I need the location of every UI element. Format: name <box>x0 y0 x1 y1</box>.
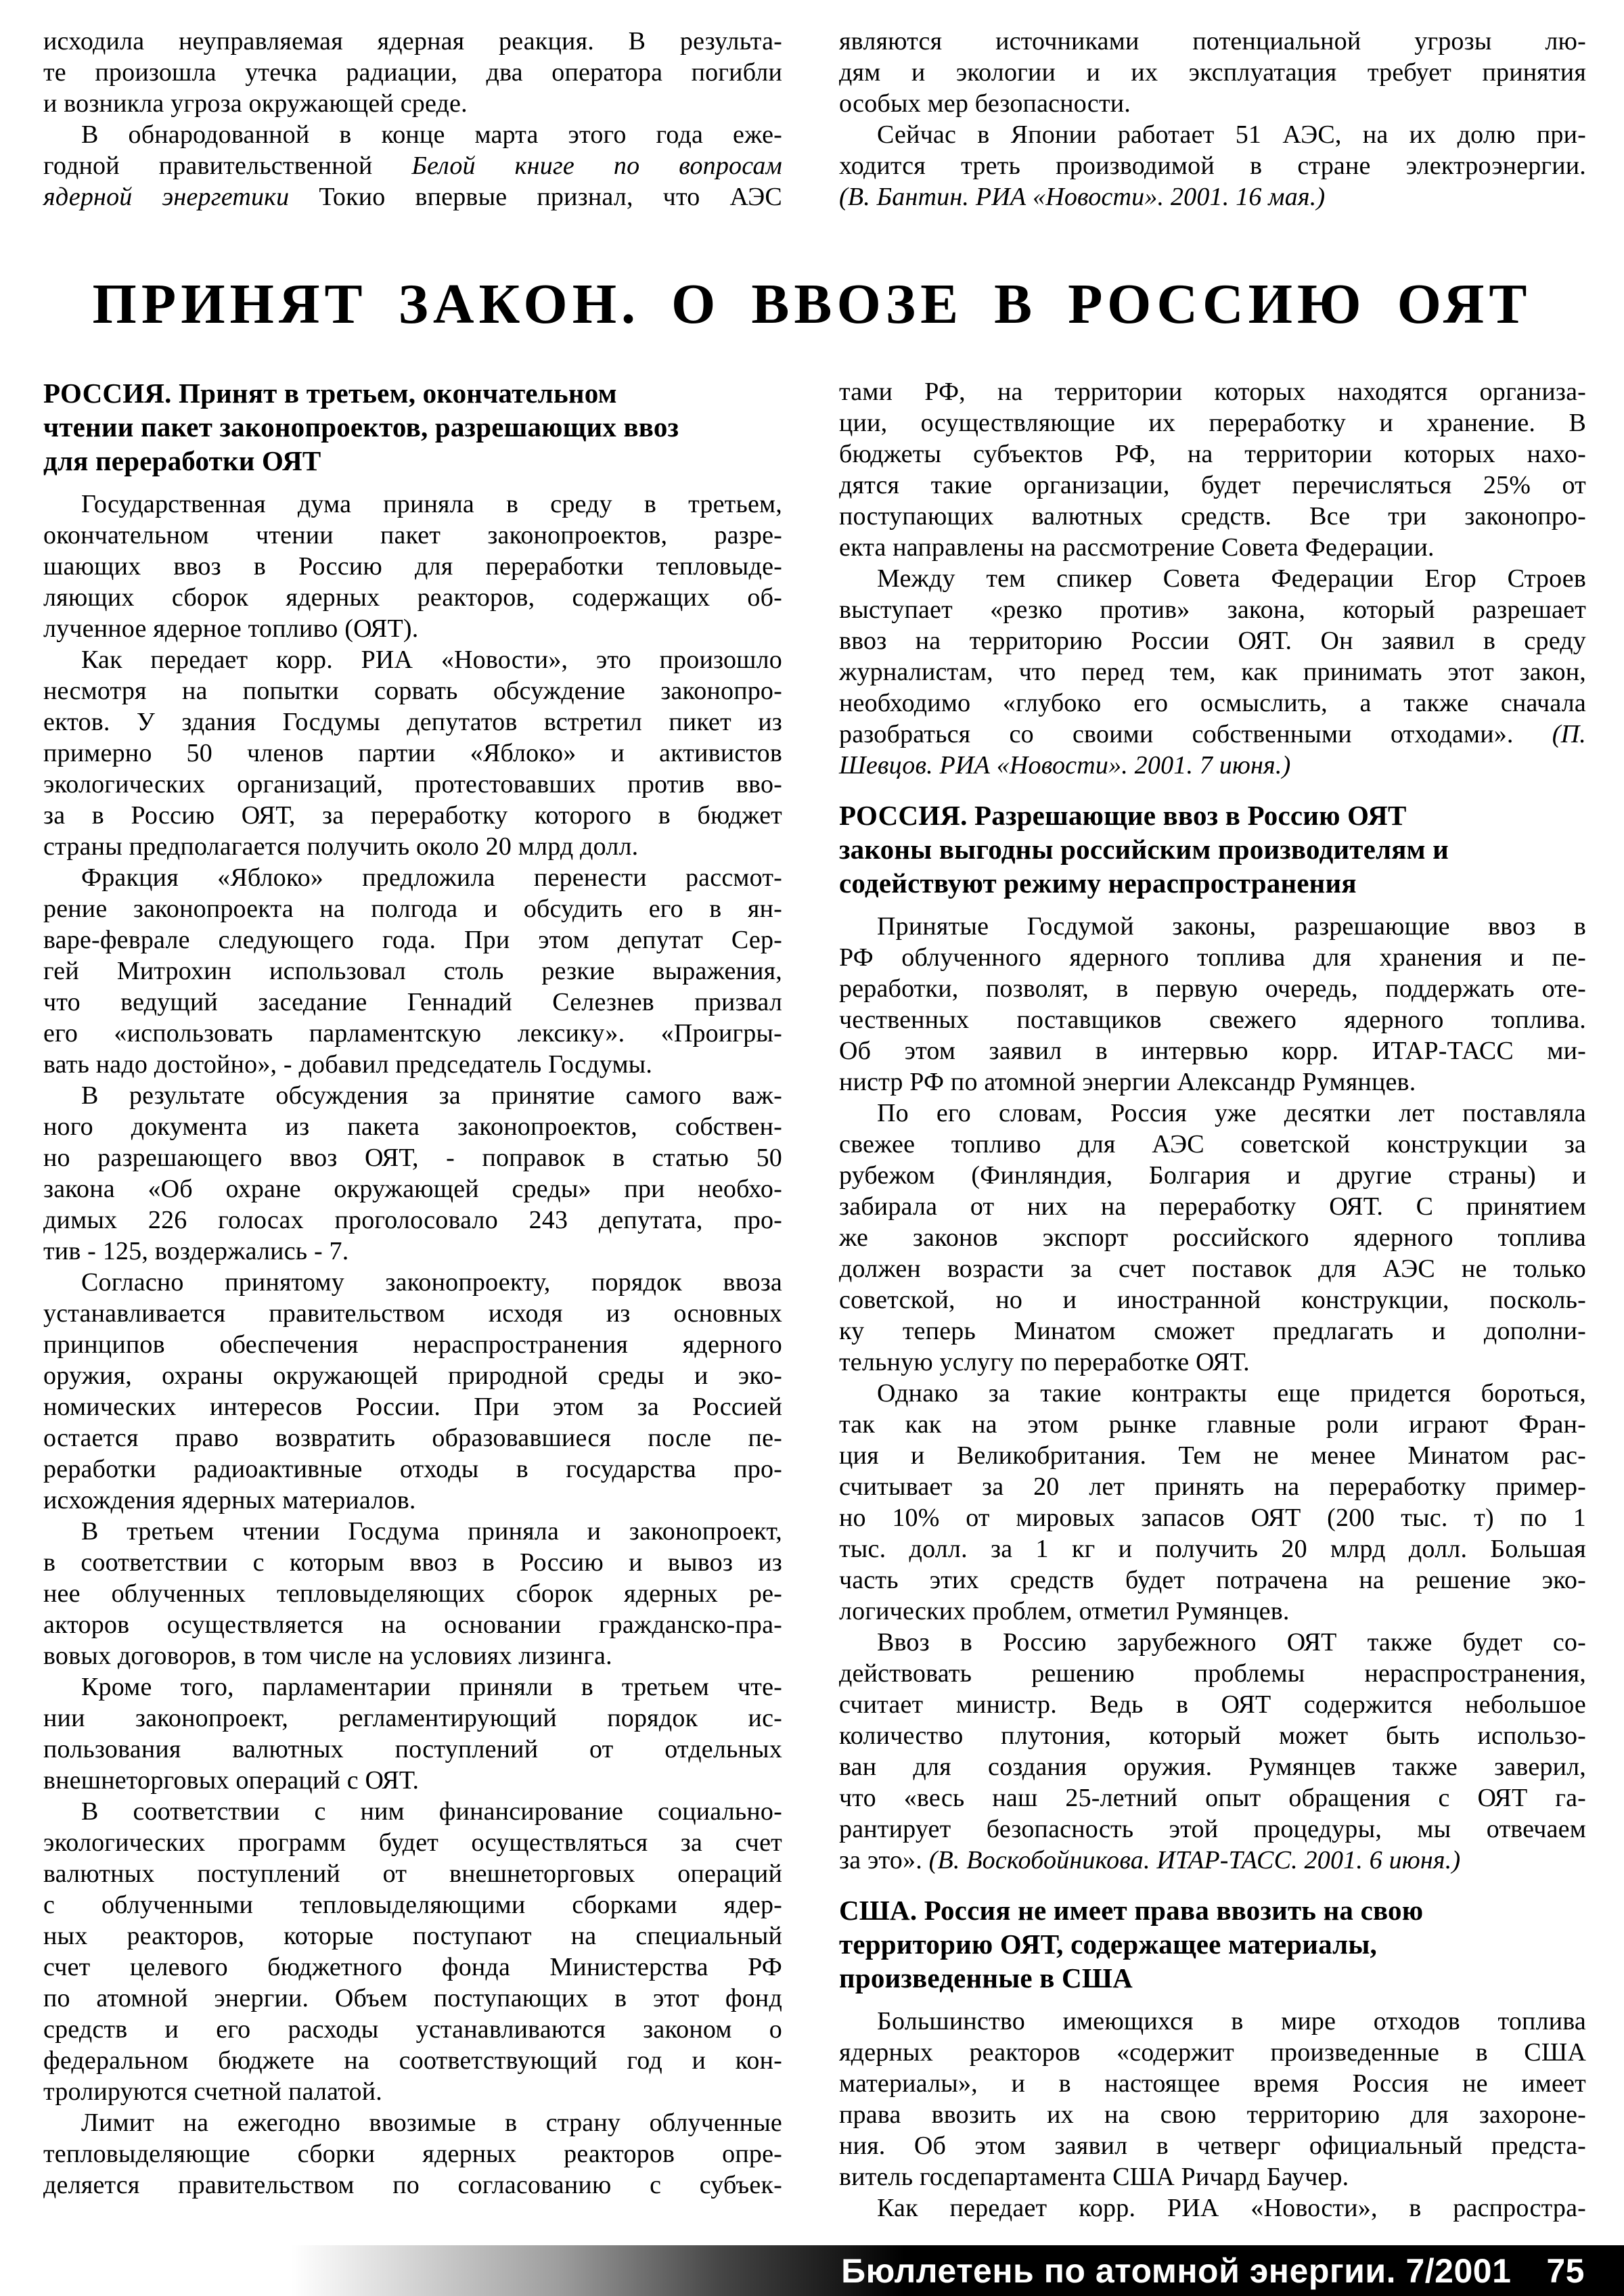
text-line: В результате обсуждения за принятие самого важ- <box>81 1081 782 1110</box>
text-line: выступает «резко против» закона, который разрешает <box>839 595 1586 624</box>
text-line: ку теперь Минатом сможет предлагать и дополни- <box>839 1317 1586 1345</box>
text-line: Государственная дума приняла в среду в третьем, <box>81 490 782 518</box>
article-left-column <box>43 376 782 2224</box>
text-line: содействуют режиму нераспространения <box>839 868 1357 899</box>
text-line: бюджеты субъектов РФ, на территории которых нахо- <box>839 440 1586 468</box>
text-line: но разрешающего ввоз ОЯТ, - поправок в статью 50 <box>43 1144 782 1172</box>
text-line: количество плутония, который может быть использо- <box>839 1721 1586 1750</box>
text-line: тельную услугу по переработке ОЯТ. <box>839 1348 1250 1376</box>
text-line: принципов обеспечения нераспространения ядерного <box>43 1330 782 1359</box>
text-line: произведенные в США <box>839 1962 1133 1994</box>
italic-text-segment: Шевцов. РИА «Новости». 2001. 7 июня.) <box>839 751 1291 780</box>
text-line: пользования валютных поступлений от отдельных <box>43 1735 782 1763</box>
text-line: шающих ввоз в Россию для переработки тепловыде- <box>43 552 782 581</box>
text-line: материалы», и в настоящее время Россия не имеет <box>839 2069 1586 2098</box>
text-line: в соответствии с которым ввоз в Россию и вывоз из <box>43 1548 782 1577</box>
text-line: ван для создания оружия. Румянцев также заверил, <box>839 1753 1586 1781</box>
text-line: что «весь наш 25-летний опыт обращения с ОЯТ га- <box>839 1784 1586 1812</box>
text-line: нистр РФ по атомной энергии Александр Румянцев. <box>839 1068 1416 1096</box>
text-line: исхождения ядерных материалов. <box>43 1486 416 1514</box>
paragraph <box>43 644 782 862</box>
text-line: законы выгодны российским производителям и <box>839 834 1449 865</box>
text-line: реработки радиоактивные отходы в государства про- <box>43 1455 782 1483</box>
text-line: экологических организаций, протестовавших против вво- <box>43 770 782 798</box>
text-line: Однако за такие контракты еще придется бороться, <box>877 1379 1586 1408</box>
text-line: ляющих сборок ядерных реакторов, содержащих об- <box>43 583 782 612</box>
text-line: Ввоз в Россию зарубежного ОЯТ также будет со- <box>877 1628 1586 1657</box>
text-line: поступающих валютных средств. Все три законопро- <box>839 502 1586 531</box>
text-line: рение законопроекта на полгода и обсудить его в ян- <box>43 895 782 923</box>
text-line: РОССИЯ. Принят в третьем, окончательном <box>43 378 617 409</box>
italic-text-segment: ядерной энергетики <box>43 183 290 211</box>
text-line: РФ облученного ядерного топлива для хранения и пе- <box>839 943 1586 972</box>
text-line: оружия, охраны окружающей природной среды и эко- <box>43 1361 782 1390</box>
text-line: Кроме того, парламентарии приняли в третьем чте- <box>81 1673 782 1701</box>
text-line: примерно 50 членов партии «Яблоко» и активистов <box>43 739 782 767</box>
text-line: ния. Об этом заявил в четверг официальный предста- <box>839 2132 1586 2160</box>
text-line: ходится треть производимой в стране электроэнергии. <box>839 152 1586 180</box>
text-line: права ввозить их на свою территорию для захороне- <box>839 2100 1586 2129</box>
article-body <box>43 376 1586 2224</box>
footer-journal-issue: Бюллетень по атомной энергии. 7/2001 <box>841 2251 1512 2290</box>
text-line: тами РФ, на территории которых находятся организа- <box>839 378 1586 406</box>
text-line: ввоз на территорию России ОЯТ. Он заявил в среду <box>839 627 1586 655</box>
text-line: Между тем спикер Совета Федерации Егор Строев <box>877 564 1586 593</box>
paragraph <box>43 1080 782 1267</box>
section-subheading <box>43 376 782 478</box>
text-line: димых 226 голосах проголосовало 243 депутата, про- <box>43 1206 782 1234</box>
intro-right-column <box>839 26 1586 212</box>
paragraph <box>839 26 1586 119</box>
text-line <box>839 181 1586 212</box>
footer-bar <box>291 2245 1624 2296</box>
text-segment: Токио впервые признал, что АЭС <box>289 183 782 211</box>
paragraph <box>839 2006 1586 2192</box>
text-segment: за это». <box>839 1846 929 1874</box>
text-line: те произошла утечка радиации, два оператора погибли <box>43 58 782 87</box>
text-line: считывает за 20 лет принять на переработку пример- <box>839 1472 1586 1501</box>
text-line: закона «Об охране окружающей среды» при необхо- <box>43 1175 782 1203</box>
text-line: валютных поступлений от внешнеторговых операций <box>43 1860 782 1888</box>
text-line: свежее топливо для АЭС советской конструкции за <box>839 1130 1586 1158</box>
text-line: вовых договоров, в том числе на условиях лизинга. <box>43 1642 612 1670</box>
text-line: что ведущий заседание Геннадий Селезнев призвал <box>43 988 782 1016</box>
text-line: должен возрасти за счет поставок для АЭС не только <box>839 1255 1586 1283</box>
text-line: Лимит на ежегодно ввозимые в страну облученные <box>81 2109 782 2137</box>
paragraph <box>839 1378 1586 1627</box>
text-line: витель госдепартамента США Ричард Баучер. <box>839 2163 1349 2191</box>
paragraph <box>43 1267 782 1516</box>
text-line: Как передает корр. РИА «Новости», это произошло <box>81 646 782 674</box>
text-line: екта направлены на рассмотрение Совета Федерации. <box>839 533 1435 562</box>
text-line: нии законопроект, регламентирующий порядок ис- <box>43 1704 782 1732</box>
paragraph <box>839 1627 1586 1876</box>
paragraph <box>43 862 782 1080</box>
text-line: Как передает корр. РИА «Новости», в распростра- <box>877 2194 1586 2222</box>
text-line: нее облученных тепловыделяющих сборок ядерных ре- <box>43 1579 782 1608</box>
text-segment: годной правительственной <box>43 152 412 180</box>
text-line: экологических программ будет осуществляться за счет <box>43 1828 782 1857</box>
text-line: территорию ОЯТ, содержащее материалы, <box>839 1929 1377 1960</box>
paragraph <box>839 911 1586 1098</box>
text-line: Сейчас в Японии работает 51 АЭС, на их долю при- <box>877 120 1586 149</box>
text-line: тив - 125, воздержались - 7. <box>43 1237 349 1265</box>
text-line: для переработки ОЯТ <box>43 445 321 476</box>
text-line: рантирует безопасность этой процедуры, мы отвечаем <box>839 1815 1586 1843</box>
text-line: исходила неуправляемая ядерная реакция. В результа- <box>43 27 782 55</box>
text-line: страны предполагается получить около 20 млрд долл. <box>43 832 639 861</box>
paragraph <box>43 119 782 212</box>
paragraph <box>43 489 782 644</box>
italic-text-segment: (В. Бантин. РИА «Новости». 2001. 16 мая.) <box>839 183 1326 211</box>
text-line: рубежом (Финляндия, Болгария и другие страны) и <box>839 1161 1586 1190</box>
intro-left-column <box>43 26 782 212</box>
text-line: вать надо достойно», - добавил председатель Госдумы. <box>43 1050 653 1079</box>
text-line: Фракция «Яблоко» предложила перенести рассмот- <box>81 863 782 892</box>
text-line <box>839 719 1586 750</box>
intro-section <box>43 26 1586 212</box>
text-line: гей Митрохин использовал столь резкие выражения, <box>43 957 782 985</box>
text-line: средств и его расходы устанавливаются законом о <box>43 2015 782 2044</box>
text-line: По его словам, Россия уже десятки лет поставляла <box>877 1099 1586 1127</box>
section-subheading <box>839 1893 1586 1995</box>
italic-text-segment: (П. <box>1552 720 1586 748</box>
text-line: чтении пакет законопроектов, разрешающих ввоз <box>43 411 679 443</box>
text-line: номических интересов России. При этом за Россией <box>43 1393 782 1421</box>
text-line: советской, но и иностранной конструкции, посколь- <box>839 1286 1586 1314</box>
text-line: ных реакторов, которые поступают на специальный <box>43 1922 782 1950</box>
text-line: журналистам, что перед тем, как принимать этот закон, <box>839 658 1586 686</box>
text-line <box>839 750 1586 781</box>
text-line: ции, осуществляющие их переработку и хранение. В <box>839 409 1586 437</box>
text-line: же законов экспорт российского ядерного топлива <box>839 1223 1586 1252</box>
text-line: так как на этом рынке главные роли играют Фран- <box>839 1410 1586 1439</box>
text-line: В обнародованной в конце марта этого года еже- <box>81 120 782 149</box>
text-line: тепловыделяющие сборки ядерных реакторов опре- <box>43 2140 782 2168</box>
paragraph <box>839 376 1586 563</box>
text-line: часть этих средств будет потрачена на решение эко- <box>839 1566 1586 1594</box>
text-line: окончательном чтении пакет законопроектов, разре- <box>43 521 782 549</box>
text-line: Принятые Госдумой законы, разрешающие ввоз в <box>877 912 1586 941</box>
text-line: внешнеторговых операций с ОЯТ. <box>43 1766 420 1795</box>
text-line: ция и Великобритания. Тем не менее Минатом рас- <box>839 1441 1586 1470</box>
text-line: чественных поставщиков свежего ядерного топлива. <box>839 1006 1586 1034</box>
text-line: реработки, позволят, в первую очередь, поддержать оте- <box>839 974 1586 1003</box>
text-line: В соответствии с ним финансирование социально- <box>81 1797 782 1826</box>
text-line: акторов осуществляется на основании гражданско-пра- <box>43 1611 782 1639</box>
text-line: забирала от них на переработку ОЯТ. С принятием <box>839 1192 1586 1221</box>
italic-text-segment: Белой книге по вопросам <box>411 152 782 180</box>
paragraph <box>43 1516 782 1671</box>
text-line <box>43 150 782 181</box>
footer-page-number: 75 <box>1546 2251 1585 2290</box>
text-line: тыс. долл. за 1 кг и получить 20 млрд долл. Большая <box>839 1535 1586 1563</box>
text-line: тролируются счетной палатой. <box>43 2077 382 2106</box>
text-line <box>839 1845 1586 1876</box>
italic-text-segment: (В. Воскобойникова. ИТАР-ТАСС. 2001. 6 июня.) <box>928 1846 1461 1874</box>
text-line: федеральном бюджете на соответствующий год и кон- <box>43 2046 782 2075</box>
text-line: особых мер безопасности. <box>839 89 1131 118</box>
text-line <box>43 181 782 212</box>
text-line: США. Россия не имеет права ввозить на свою <box>839 1895 1424 1926</box>
text-line: деляется правительством по согласованию с субъек- <box>43 2171 782 2199</box>
text-line: ного документа из пакета законопроектов, собствен- <box>43 1112 782 1141</box>
paragraph <box>839 563 1586 781</box>
paragraph <box>839 2192 1586 2224</box>
text-line: и возникла угроза окружающей среде. <box>43 89 468 118</box>
text-line: дятся такие организации, будет перечисляться 25% от <box>839 471 1586 499</box>
text-line: лученное ядерное топливо (ОЯТ). <box>43 614 419 643</box>
text-line: остается право возвратить образовавшиеся после пе- <box>43 1424 782 1452</box>
paragraph <box>43 1671 782 1796</box>
article-headline: ПРИНЯТ ЗАКОН. О ВВОЗЕ В РОССИЮ ОЯТ <box>92 273 1532 336</box>
text-line: ектов. У здания Госдумы депутатов встретил пикет из <box>43 708 782 736</box>
text-segment: разобраться со своими собственными отходами». <box>839 720 1552 748</box>
text-line: Согласно принятому законопроекту, порядок ввоза <box>81 1268 782 1297</box>
text-line: с облученными тепловыделяющими сборками ядер- <box>43 1891 782 1919</box>
text-line: считает министр. Ведь в ОЯТ содержится небольшое <box>839 1690 1586 1719</box>
text-line: но 10% от мировых запасов ОЯТ (200 тыс. т) по 1 <box>839 1504 1586 1532</box>
text-line: РОССИЯ. Разрешающие ввоз в Россию ОЯТ <box>839 800 1407 831</box>
text-line: логических проблем, отметил Румянцев. <box>839 1597 1290 1625</box>
section-subheading <box>839 798 1586 900</box>
text-line: за в Россию ОЯТ, за переработку которого в бюджет <box>43 801 782 830</box>
text-line: варе-феврале следующего года. При этом депутат Сер- <box>43 926 782 954</box>
text-line: Об этом заявил в интервью корр. ИТАР-ТАСС ми- <box>839 1037 1586 1065</box>
text-line: действовать решению проблемы нераспространения, <box>839 1659 1586 1688</box>
text-line: его «использовать парламентскую лексику». «Проигры- <box>43 1019 782 1048</box>
text-line: по атомной энергии. Объем поступающих в этот фонд <box>43 1984 782 2012</box>
paragraph <box>43 1796 782 2107</box>
paragraph <box>43 26 782 119</box>
article-right-column <box>839 376 1586 2224</box>
text-line: счет целевого бюджетного фонда Министерства РФ <box>43 1953 782 1981</box>
text-line: Большинство имеющихся в мире отходов топлива <box>877 2007 1586 2035</box>
text-line: устанавливается правительством исходя из основных <box>43 1299 782 1328</box>
text-line: дям и экологии и их эксплуатация требует принятия <box>839 58 1586 87</box>
paragraph <box>839 119 1586 212</box>
text-line: ядерных реакторов «содержит произведенные в США <box>839 2038 1586 2067</box>
text-line: несмотря на попытки сорвать обсуждение законопро- <box>43 677 782 705</box>
paragraph <box>839 1098 1586 1378</box>
text-line: В третьем чтении Госдума приняла и законопроект, <box>81 1517 782 1546</box>
text-line: являются источниками потенциальной угрозы лю- <box>839 27 1586 55</box>
text-line: необходимо «глубоко его осмыслить, а также сначала <box>839 689 1586 717</box>
paragraph <box>43 2107 782 2201</box>
